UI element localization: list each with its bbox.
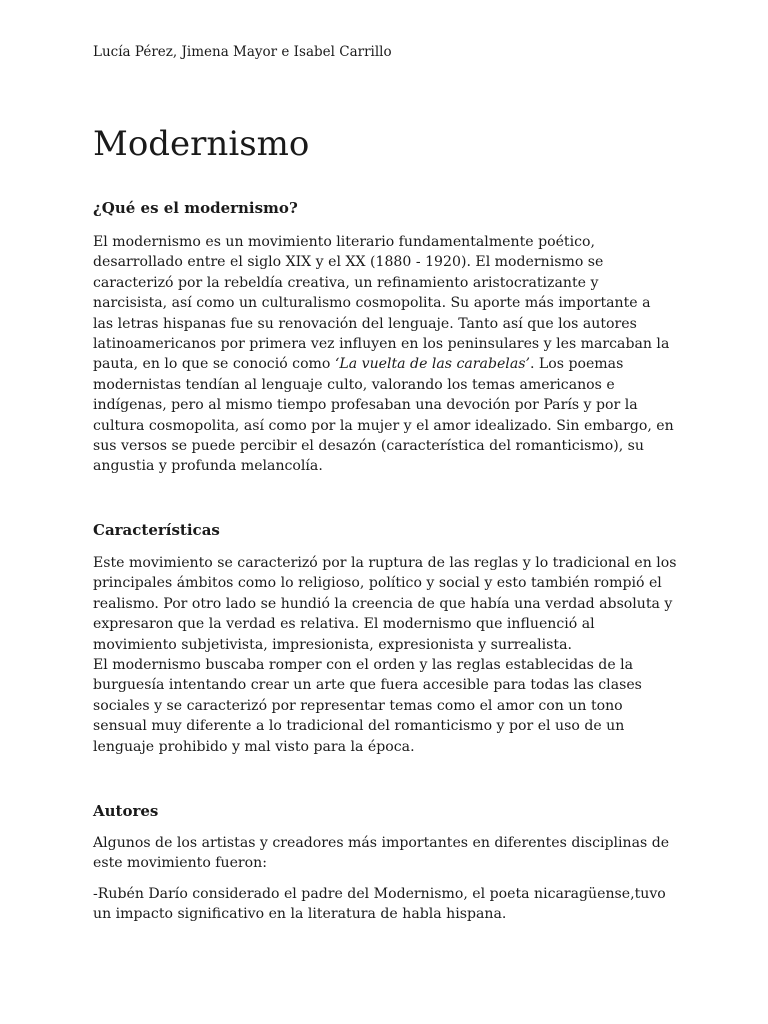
text-line: caracterizó por la rebeldía creativa, un refinamiento aristocratizante y: [93, 274, 599, 291]
text-fragment: pauta, en lo que se conoció como: [93, 356, 335, 373]
text-line: angustia y profunda melancolía.: [93, 458, 323, 475]
text-line: El modernismo buscaba romper con el orden y las reglas establecidas de la: [93, 657, 634, 674]
text-line: movimiento subjetivista, impresionista, expresionista y surrealista.: [93, 636, 572, 653]
text-line: sociales y se caracterizó por representar temas como el amor con un tono: [93, 697, 623, 714]
page-title: Modernismo: [93, 124, 310, 164]
author-item-ruben-dario: [93, 884, 683, 925]
text-line: expresaron que la verdad es relativa. El modernismo que influenció al: [93, 616, 595, 633]
text-line: burguesía intentando crear un arte que fuera accesible para todas las clases: [93, 677, 642, 694]
text-line: Este movimiento se caracterizó por la ruptura de las reglas y lo tradicional en los: [93, 555, 677, 571]
text-line: cultura cosmopolita, así como por la mujer y el amor idealizado. Sin embargo, en: [93, 417, 674, 434]
italic-quote: ‘La vuelta de las carabelas’: [334, 356, 530, 373]
section-heading-authors: Autores: [93, 802, 159, 820]
section-heading-characteristics: Características: [93, 521, 220, 539]
text-line: desarrollado entre el siglo XIX y el XX (1880 - 1920). El modernismo se: [93, 254, 604, 271]
text-line: El modernismo es un movimiento literario fundamentalmente poético,: [93, 234, 595, 250]
text-line: un impacto significativo en la literatura de habla hispana.: [93, 906, 507, 923]
text-fragment: . Los poemas: [529, 356, 624, 373]
text-line: Algunos de los artistas y creadores más importantes en diferentes disciplinas de: [93, 835, 670, 851]
section-heading-what-is: ¿Qué es el modernismo?: [93, 199, 298, 217]
text-line: modernistas tendían al lenguaje culto, valorando los temas americanos e: [93, 376, 615, 393]
text-line: narcisista, así como un culturalismo cosmopolita. Su aporte más importante a: [93, 295, 651, 312]
section-paragraph-what-is: [93, 232, 683, 477]
text-line: indígenas, pero al mismo tiempo profesaban una devoción por París y por la: [93, 397, 638, 414]
text-line: las letras hispanas fue su renovación del lenguaje. Tanto así que los autores: [93, 315, 637, 332]
text-line: realismo. Por otro lado se hundió la creencia de que había una verdad absoluta y: [93, 595, 673, 612]
text-line: este movimiento fueron:: [93, 855, 267, 872]
text-line: principales ámbitos como lo religioso, político y social y esto también rompió el: [93, 575, 662, 592]
text-line: -Rubén Darío considerado el padre del Modernismo, el poeta nicaragüense,tuvo: [93, 886, 666, 902]
text-line: [93, 354, 683, 374]
section-paragraph-characteristics: [93, 553, 683, 757]
section-paragraph-authors-intro: [93, 833, 683, 874]
text-line: sensual muy diferente a lo tradicional del romanticismo y por el uso de un: [93, 718, 625, 735]
text-line: latinoamericanos por primera vez influyen en los peninsulares y les marcaban la: [93, 336, 670, 353]
authors-line: Lucía Pérez, Jimena Mayor e Isabel Carrillo: [93, 44, 392, 60]
text-line: sus versos se puede percibir el desazón (característica del romanticismo), su: [93, 438, 644, 455]
text-line: lenguaje prohibido y mal visto para la época.: [93, 738, 415, 755]
